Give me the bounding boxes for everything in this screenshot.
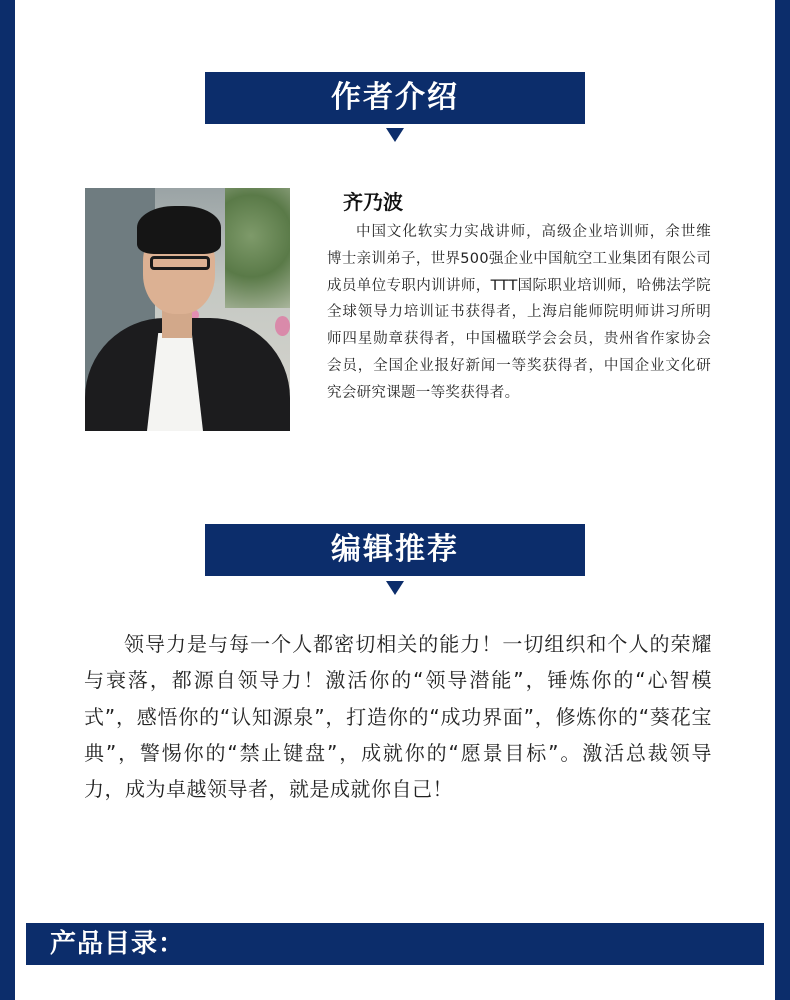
right-border-bar: [775, 0, 790, 1000]
editor-recommendation-text: 领导力是与每一个人都密切相关的能力！一切组织和个人的荣耀与衰落，都源自领导力！激活你的“领导潜能”，锤炼你的“心智模式”，感悟你的“认知源泉”，打造你的“成功界面”，修炼你的“葵花宝典”，警惕你的“禁止键盘”，成就你的“愿景目标”。激活总裁领导力，成为卓越领导者，就是成就你自己！: [84, 632, 712, 802]
down-arrow-icon: [386, 581, 404, 595]
author-section-heading: 作者介绍: [205, 72, 585, 124]
author-bio: 中国文化软实力实战讲师，高级企业培训师，余世维博士亲训弟子，世界500强企业中国航空工业集团有限公司成员单位专职内训讲师，TTT国际职业培训师，哈佛法学院全球领导力培训证书获得者，上海启能师院明师讲习所明师四星勋章获得者，中国楹联学会会员，贵州省作家协会会员，全国企业报好新闻一等奖获得者，中国企业文化研究会研究课题一等奖获得者。: [327, 224, 711, 401]
left-border-bar: [0, 0, 15, 1000]
author-name: 齐乃波: [343, 190, 403, 214]
editor-section-heading: 编辑推荐: [205, 524, 585, 576]
toc-heading: 产品目录：: [50, 929, 186, 959]
down-arrow-icon: [386, 128, 404, 142]
author-portrait: [85, 188, 290, 431]
